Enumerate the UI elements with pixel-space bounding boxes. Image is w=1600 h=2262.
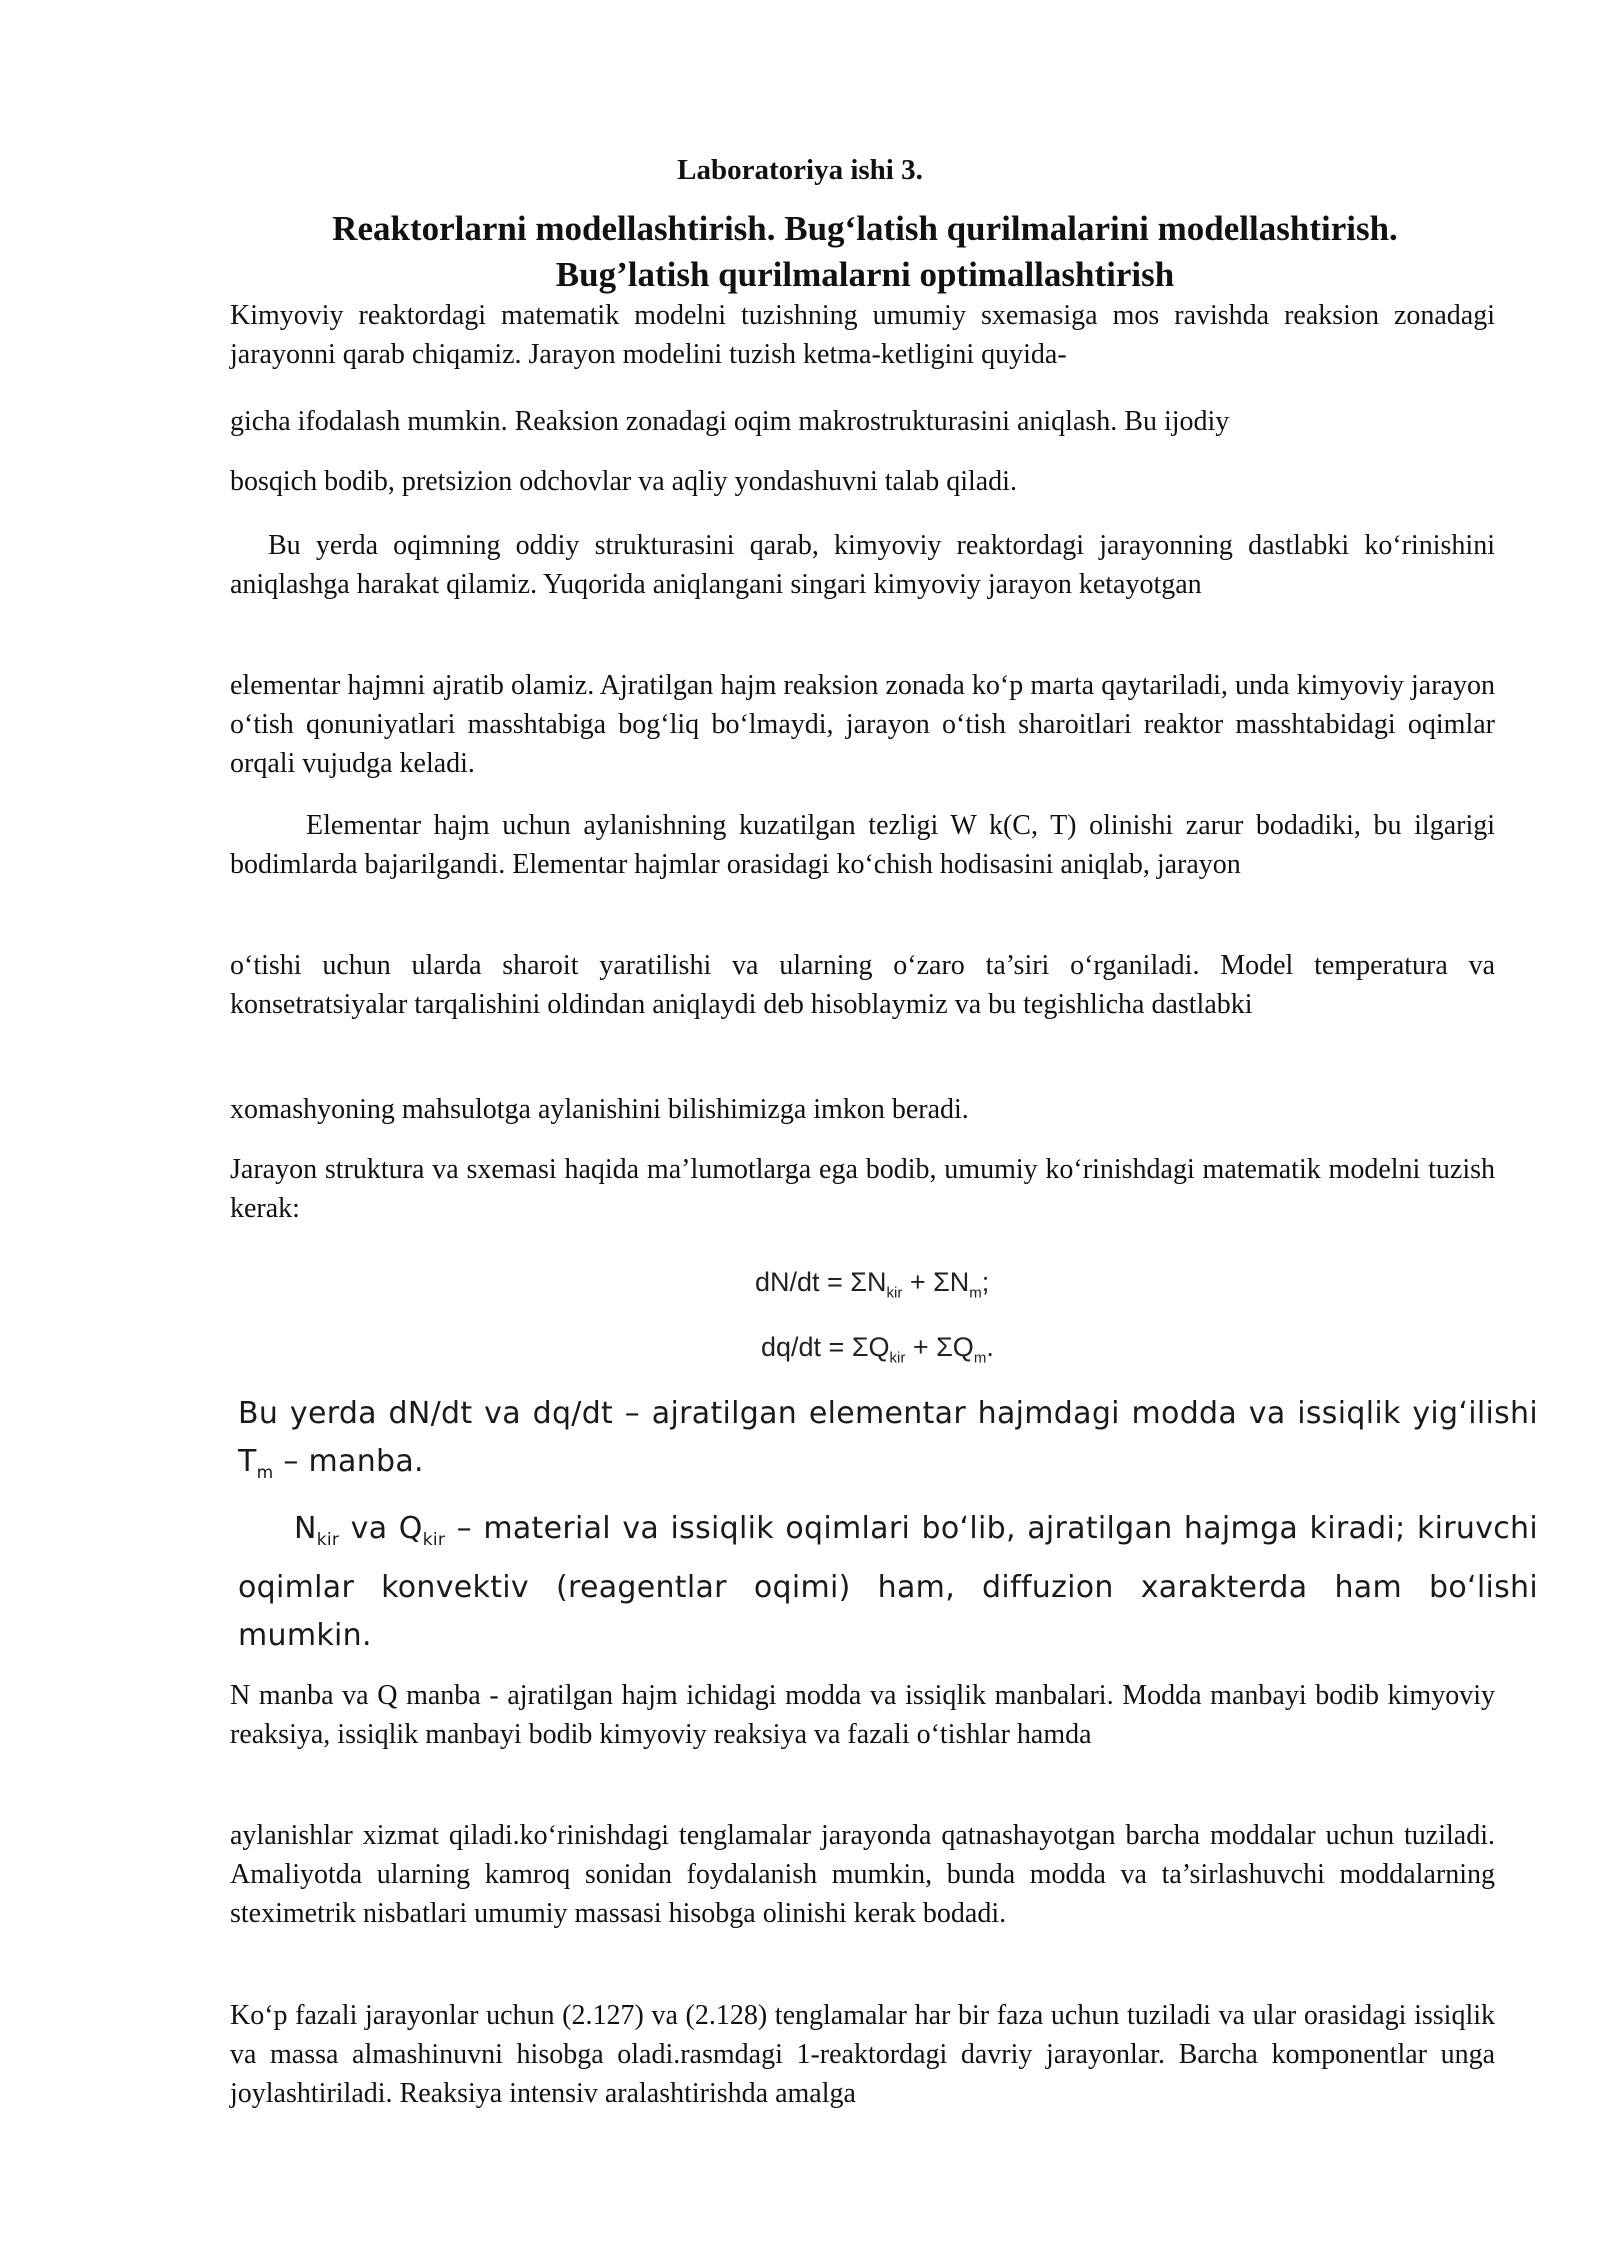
main-title-line-1: Reaktorlarni modellashtirish. Bug‘latish qurilmalarini modellashtirish. xyxy=(332,209,1398,248)
paragraph-6: Elementar hajm uchun aylanishning kuzatilgan tezligi W k(C, T) olinishi zarur bodadiki, bu ilgarigi bodimlarda bajarilgandi. Elementar hajmlar orasidagi ko‘chish hodisasini aniqlab, jarayon xyxy=(230,810,1495,880)
main-title-line-2: Bug’latish qurilmalarni optimallashtirish xyxy=(555,255,1175,294)
paragraph-4: Bu yerda oqimning oddiy strukturasini qarab, kimyoviy reaktordagi jarayonning dastlabki ko‘rinishini aniqlashga harakat qilamiz. Yuqorida aniqlangani singari kimyoviy jarayon ketayotgan xyxy=(230,530,1495,600)
paragraph-11: aylanishlar xizmat qiladi.ko‘rinishdagi tenglamalar jarayonda qatnashayotgan barcha moddalar uchun tuziladi. Amaliyotda ularning kamroq sonidan foydalanish mumkin, bunda modda va ta’sirlashuvchi moddalarning steximetrik nisbatlari umumiy massasi hisobga olinishi kerak bodadi. xyxy=(230,1820,1495,1929)
paragraph-1: Kimyoviy reaktordagi matematik modelni tuzishning umumiy sxemasiga mos ravishda reaksion zonadagi jarayonni qarab chiqamiz. Jarayon modelini tuzish ketma-ketligini quyida- xyxy=(230,300,1495,370)
lab-title: Laboratoriya ishi 3. xyxy=(677,154,923,186)
paragraph-10: N manba va Q manba - ajratilgan hajm ichidagi modda va issiqlik manbalari. Modda manbayi bodib kimyoviy reaksiya, issiqlik manbayi bodib kimyoviy reaksiya va fazali o‘tishlar hamda xyxy=(230,1680,1495,1750)
paragraph-8: xomashyoning mahsulotga aylanishini bilishimizga imkon beradi. xyxy=(230,1094,969,1125)
paragraph-7: o‘tishi uchun ularda sharoit yaratilishi va ularning o‘zaro ta’siri o‘rganiladi. Model temperatura va konsetratsiyalar tarqalishini oldindan aniqlaydi deb hisoblaymiz va bu tegishlicha dastlabki xyxy=(230,950,1495,1020)
balance-equations xyxy=(755,1255,1055,1386)
scanned-paragraph-1: Bu yerda dN/dt va dq/dt – ajratilgan elementar hajmdagi modda va issiqlik yig‘ilishi $T_m$ – manba. xyxy=(238,1396,1538,1483)
equation-dn-dt: $dN/dt = \Sigma N_{kir} + \Sigma N_m$; xyxy=(755,1267,990,1302)
equation-dq-dt: $dq/dt = \Sigma Q_{kir} + \Sigma Q_m$. xyxy=(761,1332,994,1367)
main-title xyxy=(230,206,1500,298)
paragraph-12: Ko‘p fazali jarayonlar uchun (2.127) va (2.128) tenglamalar har bir faza uchun tuziladi va ular orasidagi issiqlik va massa almashinuvni hisobga oladi.rasmdagi 1-reaktordagi davriy jarayonlar. Barcha komponentlar unga joylashtiriladi. Reaksiya intensiv aralashtirishda amalga xyxy=(230,2000,1495,2109)
scanned-paragraph-2: $N_{kir}$ va $Q_{kir}$ – material va issiqlik oqimlari bo‘lib, ajratilgan hajmga kiradi; kiruvchi oqimlar konvektiv (reagentlar oqimi) ham, diffuzion xarakterda ham bo‘lishi mumkin. xyxy=(238,1511,1539,1653)
paragraph-5: elementar hajmni ajratib olamiz. Ajratilgan hajm reaksion zonada ko‘p marta qaytariladi, unda kimyoviy jarayon o‘tish qonuniyatlari masshtabiga bog‘liq bo‘lmaydi, jarayon o‘tish sharoitlari reaktor masshtabidagi oqimlar orqali vujudga keladi. xyxy=(230,670,1495,779)
paragraph-3: bosqich bodib, pretsizion odchovlar va aqliy yondashuvni talab qiladi. xyxy=(230,466,1017,497)
paragraph-2: gicha ifodalash mumkin. Reaksion zonadagi oqim makrostrukturasini aniqlash. Bu ijodiy xyxy=(230,406,1230,437)
paragraph-9: Jarayon struktura va sxemasi haqida ma’lumotlarga ega bodib, umumiy ko‘rinishdagi matematik modelni tuzish kerak: xyxy=(230,1154,1495,1224)
